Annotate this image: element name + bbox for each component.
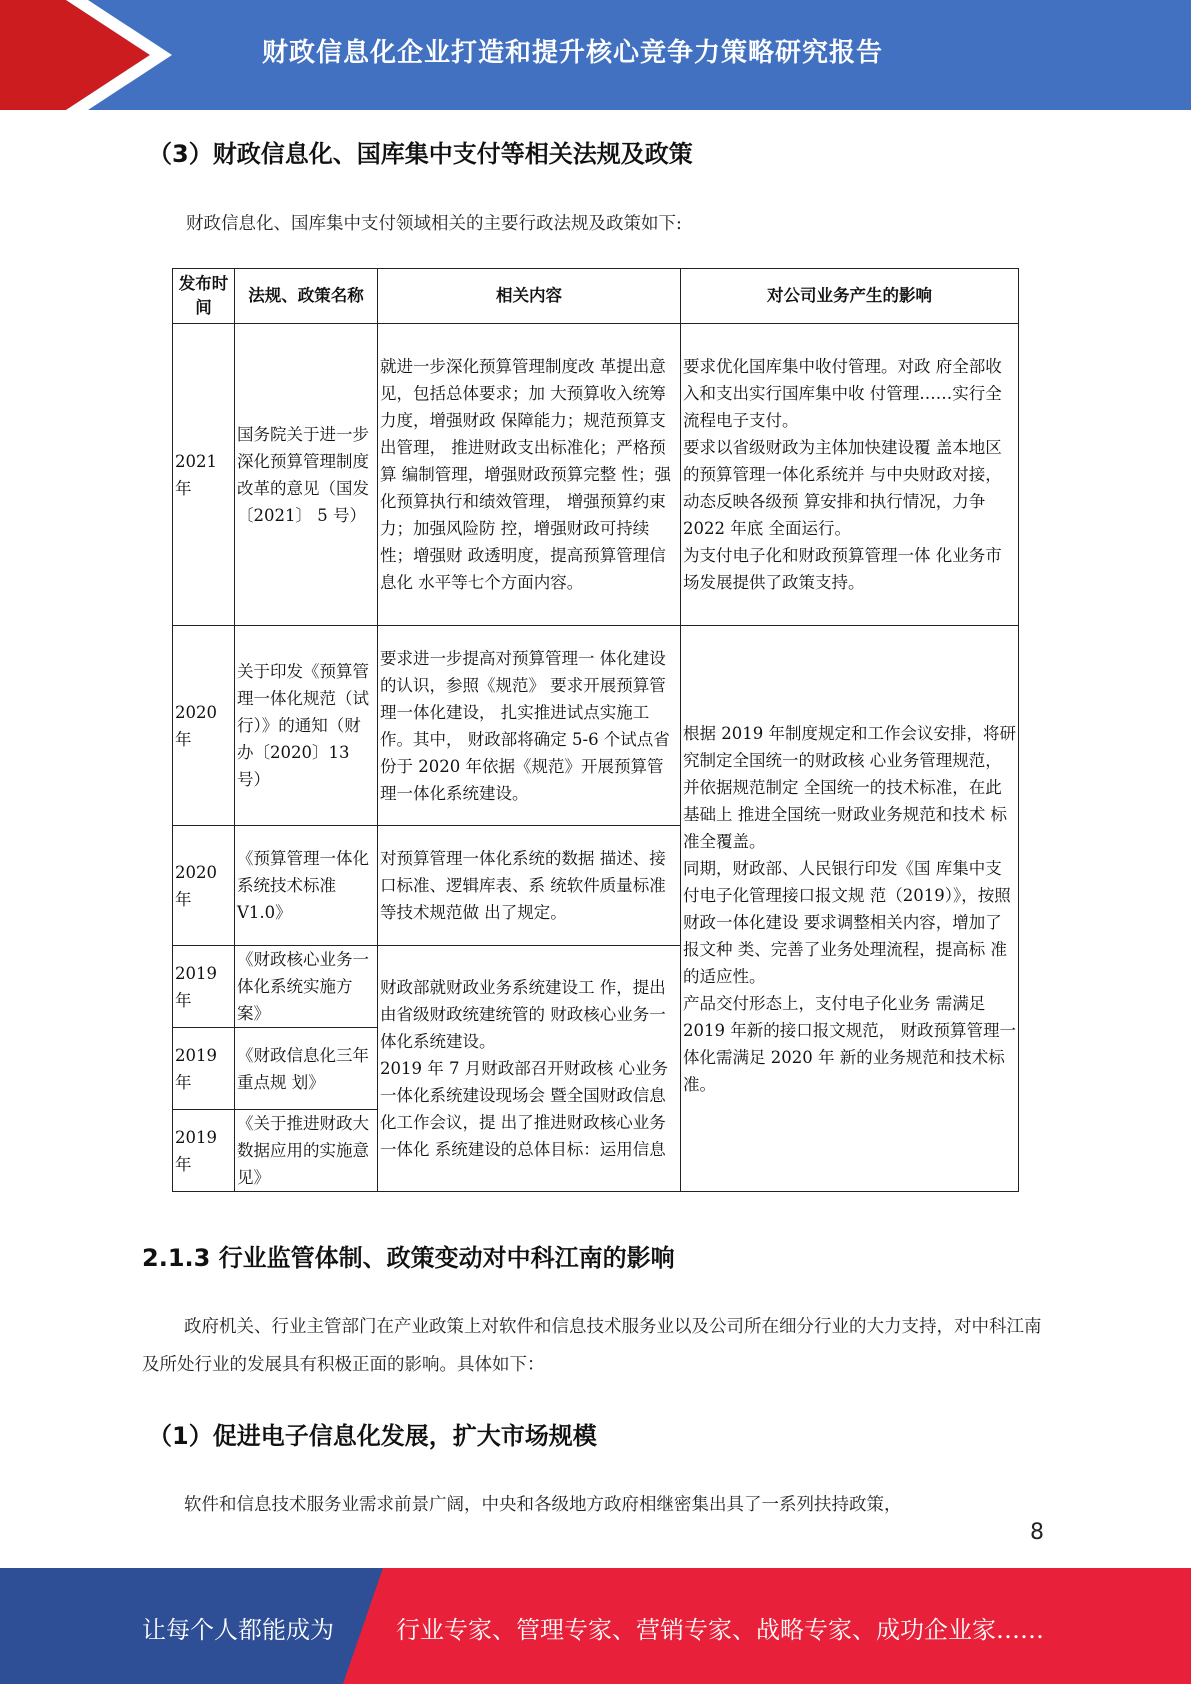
col-header-content: 相关内容 <box>378 269 681 324</box>
section-2-1-3-paragraph: 政府机关、行业主管部门在产业政策上对软件和信息技术服务业以及公司所在细分行业的大力支持，对中科江南及所处行业的发展具有积极正面的影响。具体如下： <box>142 1317 1042 1375</box>
table-row <box>173 626 1019 826</box>
row-name: 国务院关于进一步深化预算管理制度改革的意见（国发〔2021〕 5 号） <box>235 324 378 626</box>
col-header-date: 发布时间 <box>173 269 235 324</box>
intro-paragraph: 财政信息化、国库集中支付领域相关的主要行政法规及政策如下: <box>186 214 682 234</box>
row-name: 《财政信息化三年重点规 划》 <box>235 1028 378 1110</box>
merged-content-cell: 财政部就财政业务系统建设工 作，提出由省级财政统建统管的 财政核心业务一体化系统建设。 2019 年 7 月财政部召开财政核 心业务一体化系统建设现场会 暨全国财政信息化工作会议，提 出了推进财政核心业务一体化 系统建设的总体目标：运用信息 <box>378 946 681 1192</box>
table-header-row <box>173 269 1019 324</box>
row-content: 对预算管理一体化系统的数据 描述、接口标准、逻辑库表、系 统软件质量标准等技术规范做 出了规定。 <box>378 826 681 946</box>
row-date: 2021 年 <box>173 324 235 626</box>
header-title: 财政信息化企业打造和提升核心竞争力策略研究报告 <box>262 38 884 68</box>
row-name: 《财政核心业务一体化系统实施方案》 <box>235 946 378 1028</box>
page-number: 8 <box>1030 1520 1044 1545</box>
row-date: 2019 年 <box>173 946 235 1028</box>
section-heading-2-1-3: 2.1.3 行业监管体制、政策变动对中科江南的影响 <box>142 1244 675 1272</box>
row-content: 就进一步深化预算管理制度改 革提出意见，包括总体要求；加 大预算收入统筹力度，增强财政 保障能力；规范预算支出管理， 推进财政支出标准化；严格预算 编制管理，增强财政预算完整 性；强化预算执行和绩效管理， 增强预算约束力；加强风险防 控，增强财政可持续性；增强财 政透明度，提高预算管理信息化 水平等七个方面内容。 <box>378 324 681 626</box>
row-date: 2020 年 <box>173 826 235 946</box>
row-impact: 要求优化国库集中收付管理。对政 府全部收入和支出实行国库集中收 付管理……实行全流程电子支付。 要求以省级财政为主体加快建设覆 盖本地区的预算管理一体化系统并 与中央财政对接，动态反映各级预 算安排和执行情况，力争 2022 年底 全面运行。 为支付电子化和财政预算管理一体 化业务市场发展提供了政策支持。 <box>681 324 1019 626</box>
row-name: 《关于推进财政大数据应用的实施意见》 <box>235 1110 378 1192</box>
row-content: 要求进一步提高对预算管理一 体化建设的认识，参照《规范》 要求开展预算管理一体化建设， 扎实推进试点实施工作。其中， 财政部将确定 5-6 个试点省份于 2020 年依据《规范》开展预算管理一体化系统建设。 <box>378 626 681 826</box>
row-name: 《预算管理一体化系统技术标准 V1.0》 <box>235 826 378 946</box>
row-date: 2019 年 <box>173 1028 235 1110</box>
merged-impact-cell: 根据 2019 年制度规定和工作会议安排，将研究制定全国统一的财政核 心业务管理规范，并依据规范制定 全国统一的技术标准，在此基础上 推进全国统一财政业务规范和技术 标准全覆盖。 同期，财政部、人民银行印发《国 库集中支付电子化管理接口报文规 范（2019）》，按照财政一体化建设 要求调整相关内容，增加了报文种 类、完善了业务处理流程，提高标 准的适应性。 产品交付形态上，支付电子化业务 需满足 2019 年新的接口报文规范， 财政预算管理一体化需满足 2020 年 新的业务规范和技术标准。 <box>681 626 1019 1192</box>
row-date: 2019 年 <box>173 1110 235 1192</box>
page-footer <box>0 1568 1191 1684</box>
section-heading-3: （3）财政信息化、国库集中支付等相关法规及政策 <box>148 140 693 168</box>
footer-slogan-left: 让每个人都能成为 <box>142 1616 334 1644</box>
row-date: 2020 年 <box>173 626 235 826</box>
row-name: 关于印发《预算管理一体化规范（试行）》的通知（财办〔2020〕13 号） <box>235 626 378 826</box>
page-header <box>0 0 1191 110</box>
table-row <box>173 324 1019 626</box>
footer-slogan-right: 行业专家、管理专家、营销专家、战略专家、成功企业家…… <box>396 1616 1044 1644</box>
col-header-impact: 对公司业务产生的影响 <box>681 269 1019 324</box>
section-1-paragraph: 软件和信息技术服务业需求前景广阔，中央和各级地方政府相继密集出具了一系列扶持政策， <box>184 1495 902 1515</box>
col-header-name: 法规、政策名称 <box>235 269 378 324</box>
section-heading-1: （1）促进电子信息化发展，扩大市场规模 <box>148 1422 597 1450</box>
policy-table <box>172 268 1019 1192</box>
